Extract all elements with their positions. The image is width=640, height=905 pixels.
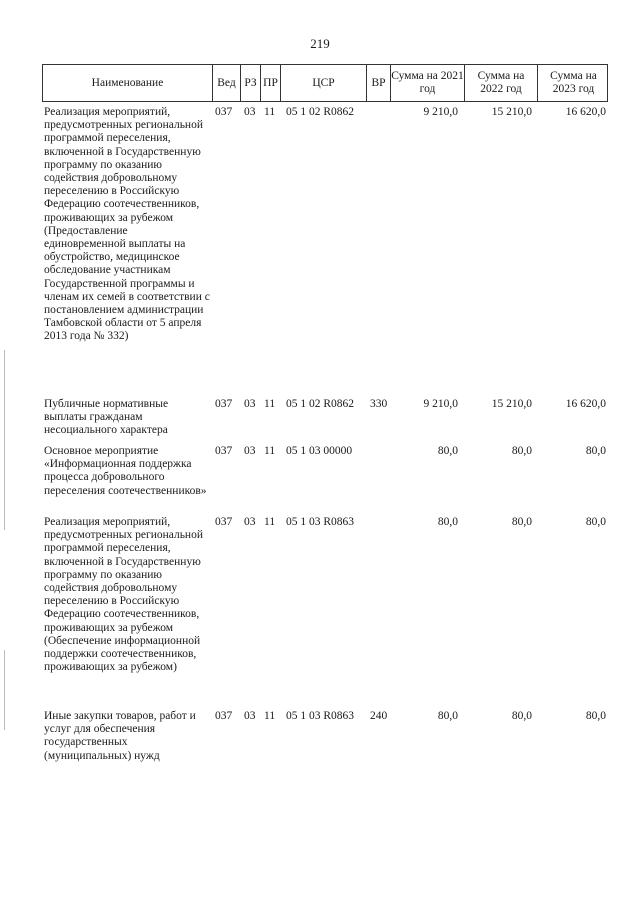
row-sum-2022: 80,0 <box>511 445 532 457</box>
row-pr: 11 <box>264 106 276 118</box>
row-vr: 330 <box>370 398 388 410</box>
row-pr: 11 <box>264 398 276 410</box>
row-sum-2022: 80,0 <box>511 516 532 528</box>
row-csr: 05 1 03 00000 <box>286 445 353 457</box>
row-sum-2021: 9 210,0 <box>423 106 458 118</box>
row-rz: 03 <box>244 710 256 722</box>
row-ved: 037 <box>215 398 233 410</box>
row-pr: 11 <box>264 710 276 722</box>
header-csr: ЦСР <box>280 65 366 101</box>
row-sum-2023: 80,0 <box>585 516 606 528</box>
margin-scan-mark <box>4 350 5 530</box>
row-name: Публичные нормативные выплаты гражданам несоциального характера <box>44 398 169 437</box>
row-sum-2023: 80,0 <box>585 710 606 722</box>
row-sum-2022: 80,0 <box>511 710 532 722</box>
row-rz: 03 <box>244 106 256 118</box>
row-sum-2021: 80,0 <box>437 445 458 457</box>
budget-table <box>42 64 608 762</box>
row-name: Основное мероприятие «Информационная поддержка процесса добровольного переселения соотечественников» <box>44 445 207 497</box>
header-name: Наименование <box>91 76 164 89</box>
header-vr: ВР <box>366 65 390 101</box>
header-sum-2022: Сумма на 2022 год <box>464 65 537 101</box>
row-csr: 05 1 02 R0862 <box>286 398 355 410</box>
page-number: 219 <box>310 36 330 51</box>
row-name: Реализация мероприятий, предусмотренных региональной программой переселения, включенной в Государственную программу по оказанию содействия добровольному переселению в Российскую Федерацию соотечественников, проживающих за рубежом (Предоставление единовременной выплаты на обустройство, медицинское обследование участникам Государственной программы и членам их семей в соответствии с постановлением администрации Тамбовской области от 5 апреля 2013 года № 332) <box>44 106 210 343</box>
row-sum-2022: 15 210,0 <box>491 106 532 118</box>
table-header <box>42 64 608 102</box>
header-pr: ПР <box>260 65 280 101</box>
row-sum-2021: 80,0 <box>437 710 458 722</box>
row-ved: 037 <box>215 710 233 722</box>
row-ved: 037 <box>215 106 233 118</box>
row-sum-2023: 16 620,0 <box>565 106 606 118</box>
row-name: Иные закупки товаров, работ и услуг для обеспечения государственных (муниципальных) нужд <box>44 710 196 762</box>
row-csr: 05 1 03 R0863 <box>286 710 355 722</box>
header-ved: Вед <box>212 65 240 101</box>
row-ved: 037 <box>215 516 233 528</box>
row-sum-2023: 80,0 <box>585 445 606 457</box>
margin-scan-mark <box>4 650 5 730</box>
row-rz: 03 <box>244 445 256 457</box>
row-ved: 037 <box>215 445 233 457</box>
row-csr: 05 1 03 R0863 <box>286 516 355 528</box>
row-rz: 03 <box>244 516 256 528</box>
header-sum-2023: Сумма на 2023 год <box>537 65 609 101</box>
row-pr: 11 <box>264 445 276 457</box>
row-sum-2021: 80,0 <box>437 516 458 528</box>
row-vr: 240 <box>370 710 388 722</box>
row-rz: 03 <box>244 398 256 410</box>
row-name: Реализация мероприятий, предусмотренных региональной программой переселения, включенной в Государственную программу по оказанию содействия добровольному переселению в Российскую Федерацию соотечественников, проживающих за рубежом (Обеспечение информационной поддержки соотечественников, проживающих за рубежом) <box>44 516 203 674</box>
row-csr: 05 1 02 R0862 <box>286 106 355 118</box>
row-pr: 11 <box>264 516 276 528</box>
row-sum-2021: 9 210,0 <box>423 398 458 410</box>
row-sum-2023: 16 620,0 <box>565 398 606 410</box>
header-rz: РЗ <box>240 65 260 101</box>
row-sum-2022: 15 210,0 <box>491 398 532 410</box>
header-sum-2021: Сумма на 2021 год <box>390 65 464 101</box>
